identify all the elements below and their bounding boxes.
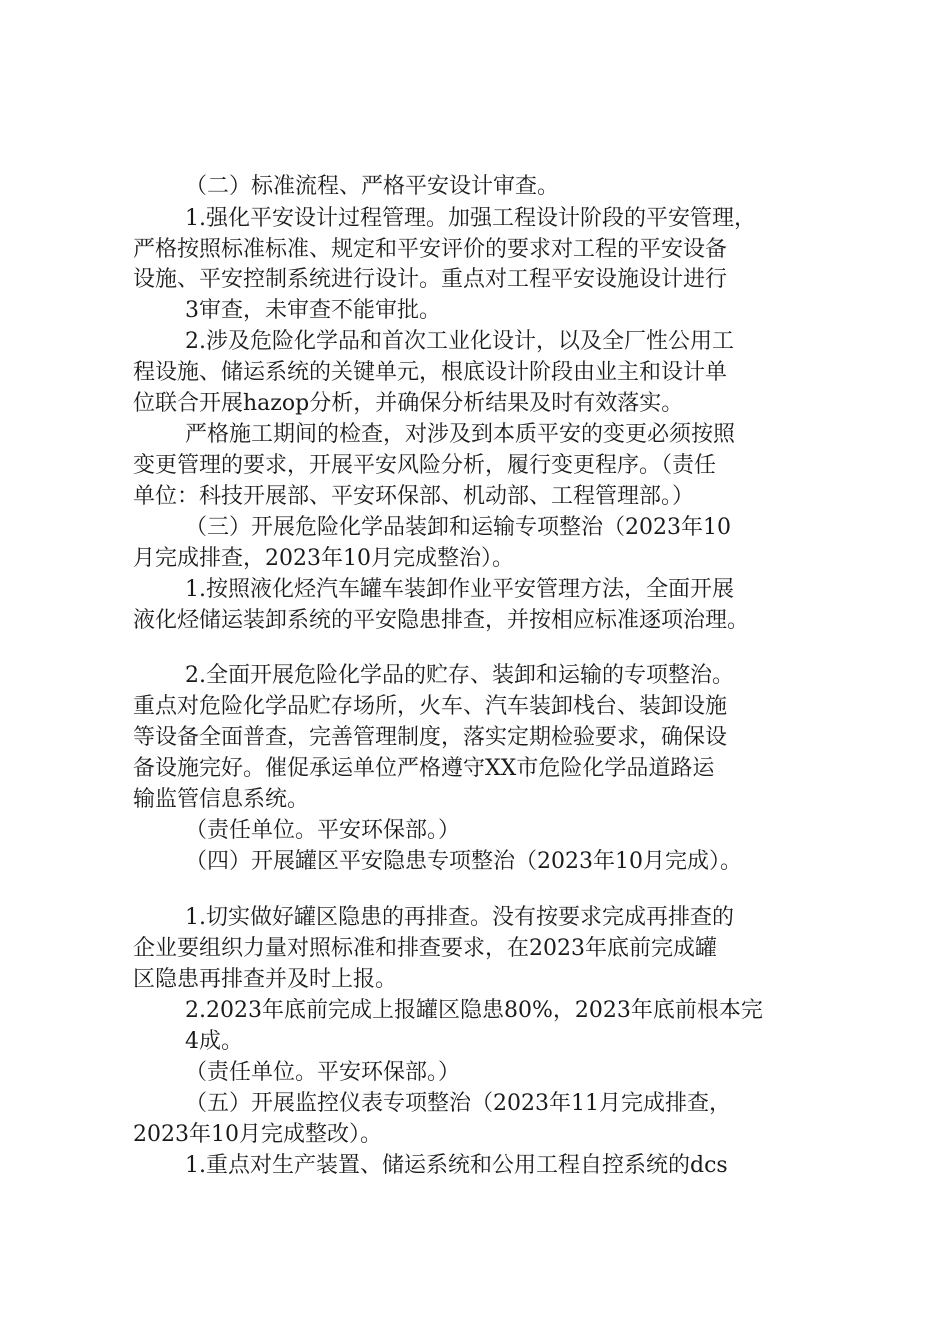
text-line: 输监管信息系统。 (133, 787, 310, 812)
text-line: 设施、平安控制系统进行设计。重点对工程平安设施设计进行 (133, 267, 728, 292)
text-line: 液化烃储运装卸系统的平安隐患排查，并按相应标准逐项治理。 (133, 608, 750, 633)
responsible-unit-line: （责任单位。平安环保部。） (185, 1060, 461, 1085)
text-line: 区隐患再排查并及时上报。 (133, 967, 398, 992)
text-line: 重点对危险化学品贮存场所，火车、汽车装卸栈台、装卸设施 (133, 694, 728, 719)
text-line: 2.涉及危险化学品和首次工业化设计，以及全厂性公用工 (185, 329, 734, 354)
section-heading-5: （五）开展监控仪表专项整治（2023年11月完成排查， (185, 1091, 731, 1116)
text-line: 月完成排查，2023年10月完成整治）。 (133, 546, 514, 571)
text-line: 2023年10月完成整改）。 (133, 1122, 382, 1147)
text-line: 1.强化平安设计过程管理。加强工程设计阶段的平安管理， (185, 206, 756, 231)
text-line: 位联合开展hazop分析，并确保分析结果及时有效落实。 (133, 391, 684, 416)
section-heading-4: （四）开展罐区平安隐患专项整治（2023年10月完成）。 (185, 849, 742, 874)
text-line: 单位：科技开展部、平安环保部、机动部、工程管理部。） (133, 484, 695, 509)
text-line: 2.2023年底前完成上报罐区隐患80%，2023年底前根本完 (185, 998, 763, 1023)
text-line: 2.全面开展危险化学品的贮存、装卸和运输的专项整治。 (185, 663, 734, 688)
text-line: 备设施完好。催促承运单位严格遵守XX市危险化学品道路运 (133, 756, 715, 781)
text-line: 程设施、储运系统的关键单元，根底设计阶段由业主和设计单 (133, 360, 728, 385)
text-line: 1.切实做好罐区隐患的再排查。没有按要求完成再排查的 (185, 905, 734, 930)
text-line: 1.按照液化烃汽车罐车装卸作业平安管理方法，全面开展 (185, 577, 734, 602)
text-line: 4成。 (185, 1029, 243, 1054)
section-heading-2: （二）标准流程、严格平安设计审查。 (185, 174, 560, 199)
text-line: 企业要组织力量对照标准和排查要求，在2023年底前完成罐 (133, 936, 717, 961)
text-line: 变更管理的要求，开展平安风险分析，履行变更程序。（责任 (133, 453, 717, 478)
section-heading-3: （三）开展危险化学品装卸和运输专项整治（2023年10 (185, 515, 731, 540)
responsible-unit-line: （责任单位。平安环保部。） (185, 818, 461, 843)
text-line: 3审查，未审查不能审批。 (185, 298, 441, 323)
text-line: 1.重点对生产装置、储运系统和公用工程自控系统的dcs (185, 1153, 728, 1178)
text-line: 严格按照标准标准、规定和平安评价的要求对工程的平安设备 (133, 237, 728, 262)
text-line: 等设备全面普查，完善管理制度，落实定期检验要求，确保设 (133, 725, 728, 750)
text-line: 严格施工期间的检查，对涉及到本质平安的变更必须按照 (185, 422, 736, 447)
